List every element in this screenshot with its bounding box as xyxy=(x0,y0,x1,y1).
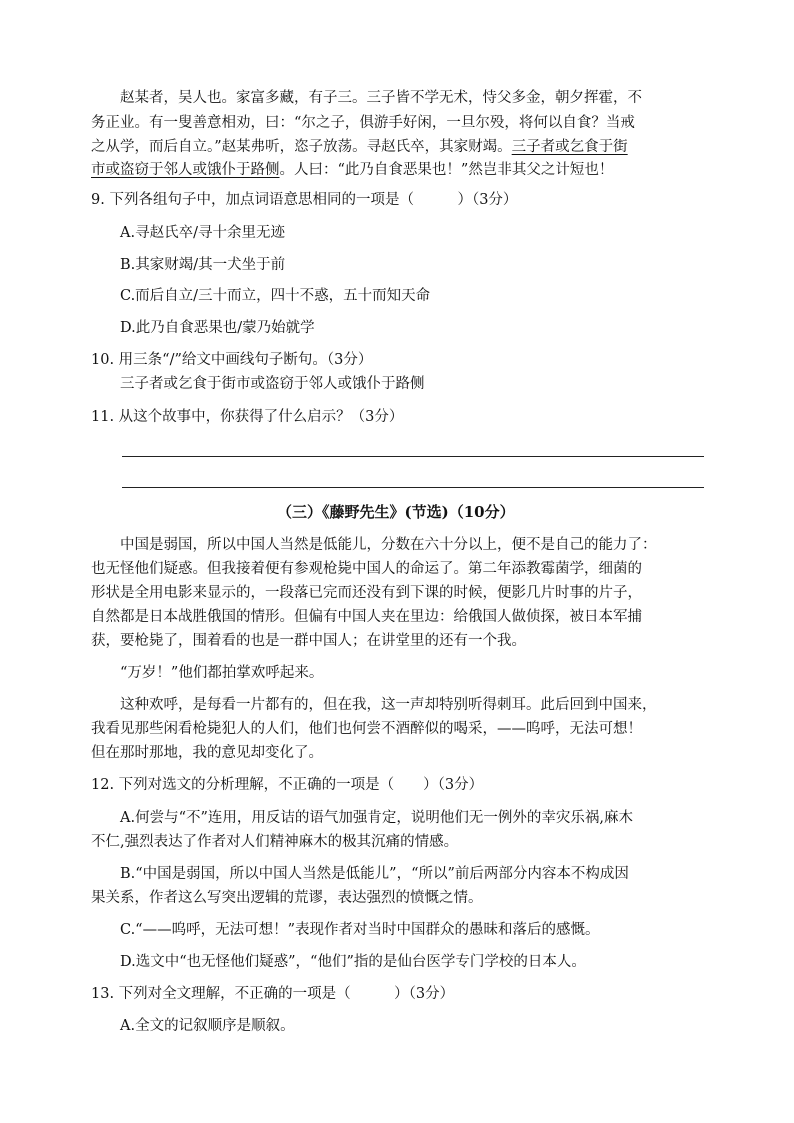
question-13-option-a: A.全文的记叙顺序是顺叙。 xyxy=(120,1018,295,1034)
question-12-stem: 12. 下列对选文的分析理解，不正确的一项是（ ）（3分） xyxy=(91,777,484,793)
question-9-option-a: A.寻赵氏卒/寻十余里无迹 xyxy=(120,225,285,241)
passage2-line-2: 务正业。有一叟善意相劝，曰：“尔之子，俱游手好闲，一旦尔殁，将何以自食？当戒 xyxy=(91,115,635,131)
question-10-stem: 10. 用三条“/”给文中画线句子断句。（3分） xyxy=(91,352,373,368)
question-9-stem: 9. 下列各组句子中，加点词语意思相同的一项是（ ）（3分） xyxy=(91,192,518,208)
section-3-title: （三）《藤野先生》(节选)（10分） xyxy=(277,503,515,521)
underlined-sentence-part-1: 三子者或乞食于街 xyxy=(511,139,628,155)
passage3-p1-line-3: 形状是全用电影来显示的，一段落已完而还没有到下课的时候，便影几片时事的片子， xyxy=(91,585,642,601)
passage3-p1-line-2: 也无怪他们疑惑。但我接着便有参观枪毙中国人的命运了。第二年添教霉菌学，细菌的 xyxy=(91,561,642,577)
passage2-line-3-text: 之从学，而后自立。”赵某弗听，恣子放荡。寻赵氏卒，其家财竭。 xyxy=(91,139,512,155)
question-12-option-b-line-2: 果关系，作者这么写突出逻辑的荒谬，表达强烈的愤慨之情。 xyxy=(91,890,483,906)
passage3-p1-line-4: 自然都是日本战胜俄国的情形。但偏有中国人夹在里边：给俄国人做侦探，被日本军捕 xyxy=(91,609,642,625)
question-10-sentence: 三子者或乞食于街市或盗窃于邻人或饿仆于路侧 xyxy=(120,376,425,392)
passage3-p3-line-3: 但在那时那地，我的意见却变化了。 xyxy=(91,745,323,761)
passage2-line-1: 赵某者，吴人也。家富多藏，有子三。三子皆不学无术，恃父多金，朝夕挥霍，不 xyxy=(120,90,642,106)
question-13-stem: 13. 下列对全文理解，不正确的一项是（ ）（3分） xyxy=(91,986,455,1002)
question-9-option-b: B.其家财竭/其一犬坐于前 xyxy=(120,257,286,273)
passage3-p1-line-1: 中国是弱国，所以中国人当然是低能儿，分数在六十分以上，便不是自己的能力了： xyxy=(120,537,657,553)
question-9-option-d: D.此乃自食恶果也/蒙乃始就学 xyxy=(120,320,315,336)
question-9-option-c: C.而后自立/三十而立，四十不惑，五十而知天命 xyxy=(120,288,431,304)
question-12-option-d: D.选文中“也无怪他们疑惑”，“他们”指的是仙台医学专门学校的日本人。 xyxy=(120,954,586,970)
answer-line-2[interactable] xyxy=(122,487,704,488)
passage3-p3-line-2: 我看见那些闲看枪毙犯人的人们，他们也何尝不酒醉似的喝采，——呜呼，无法可想！ xyxy=(91,721,642,737)
passage2-line-4-text: 。人曰：“此乃自食恶果也！”然岂非其父之计短也！ xyxy=(279,162,614,178)
question-11-stem: 11. 从这个故事中，你获得了什么启示？（3分） xyxy=(91,409,404,425)
passage3-p1-line-5: 获，要枪毙了，围着看的也是一群中国人；在讲堂里的还有一个我。 xyxy=(91,633,526,649)
question-12-option-a-line-2: 不仁,强烈表达了作者对人们精神麻木的极其沉痛的情感。 xyxy=(91,834,459,850)
question-12-option-c: C.“——呜呼，无法可想！”表现作者对当时中国群众的愚昧和落后的感慨。 xyxy=(120,922,600,938)
answer-line-1[interactable] xyxy=(122,456,704,457)
question-12-option-a-line-1: A.何尝与“不”连用，用反诘的语气加强肯定，说明他们无一例外的幸灾乐祸,麻木 xyxy=(120,810,634,826)
underlined-sentence-part-2: 市或盗窃于邻人或饿仆于路侧 xyxy=(91,162,280,178)
passage3-p2: “万岁！”他们都拍掌欢呼起来。 xyxy=(120,665,324,681)
passage2-line-4 xyxy=(91,160,613,180)
passage2-line-3 xyxy=(91,137,628,157)
question-12-option-b-line-1: B.“中国是弱国，所以中国人当然是低能儿”，“所以”前后两部分内容本不构成因 xyxy=(120,866,629,882)
passage3-p3-line-1: 这种欢呼，是每看一片都有的，但在我，这一声却特别听得刺耳。此后回到中国来， xyxy=(120,697,657,713)
